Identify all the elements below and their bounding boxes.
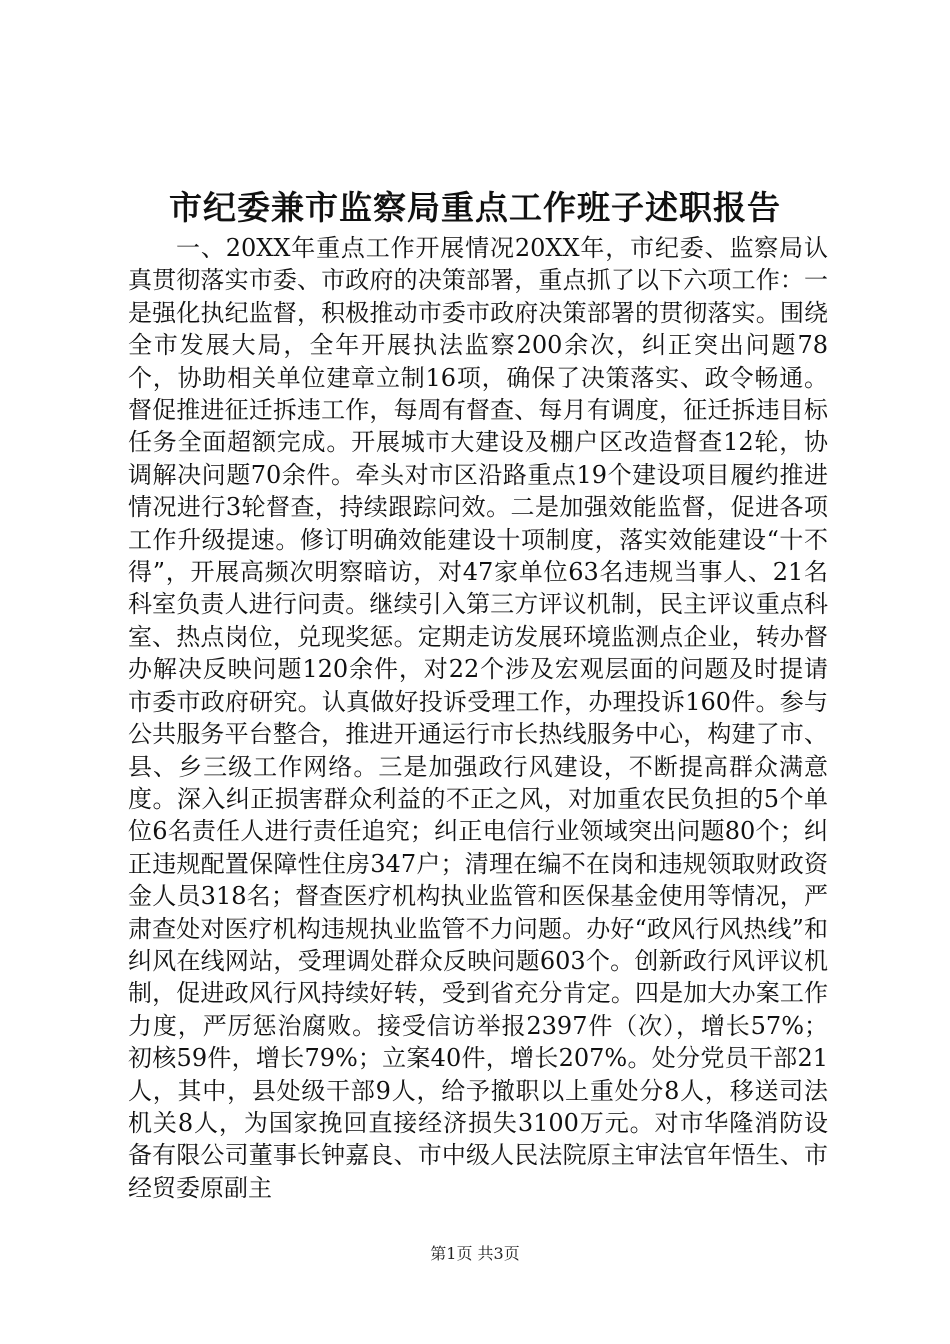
document-body: 一、20XX年重点工作开展情况20XX年，市纪委、监察局认真贯彻落实市委、市政府的决策部署，重点抓了以下六项工作：一是强化执纪监督，积极推动市委市政府决策部署的贯彻落实。围绕全市发展大局，全年开展执法监察200余次，纠正突出问题78个，协助相关单位建章立制16项，确保了决策落实、政令畅通。督促推进征迁拆违工作，每周有督查、每月有调度，征迁拆违目标任务全面超额完成。开展城市大建设及棚户区改造督查12轮，协调解决问题70余件。牵头对市区沿路重点19个建设项目履约推进情况进行3轮督查，持续跟踪问效。二是加强效能监督，促进各项工作升级提速。修订明确效能建设十项制度，落实效能建设“十不得”，开展高频次明察暗访，对47家单位63名违规当事人、21名科室负责人进行问责。继续引入第三方评议机制，民主评议重点科室、热点岗位，兑现奖惩。定期走访发展环境监测点企业，转办督办解决反映问题120余件，对22个涉及宏观层面的问题及时提请市委市政府研究。认真做好投诉受理工作，办理投诉160件。参与公共服务平台整合，推进开通运行市长热线服务中心，构建了市、县、乡三级工作网络。三是加强政行风建设，不断提高群众满意度。深入纠正损害群众利益的不正之风，对加重农民负担的5个单位6名责任人进行责任追究；纠正电信行业领域突出问题80个；纠正违规配置保障性住房347户；清理在编不在岗和违规领取财政资金人员318名；督查医疗机构执业监管和医保基金使用等情况，严肃查处对医疗机构违规执业监管不力问题。办好“政风行风热线”和纠风在线网站，受理调处群众反映问题603个。创新政行风评议机制，促进政风行风持续好转，受到省充分肯定。四是加大办案工作力度，严厉惩治腐败。接受信访举报2397件（次），增长57%；初核59件，增长79%；立案40件，增长207%。处分党员干部21人，其中，县处级干部9人，给予撤职以上重处分8人，移送司法机关8人，为国家挽回直接经济损失3100万元。对市华隆消防设备有限公司董事长钟嘉良、市中级人民法院原主审法官年悟生、市经贸委原副主 [128, 234, 828, 1202]
document-title: 市纪委兼市监察局重点工作班子述职报告 [169, 188, 781, 227]
page-number-footer: 第1页 共3页 [430, 1244, 520, 1263]
